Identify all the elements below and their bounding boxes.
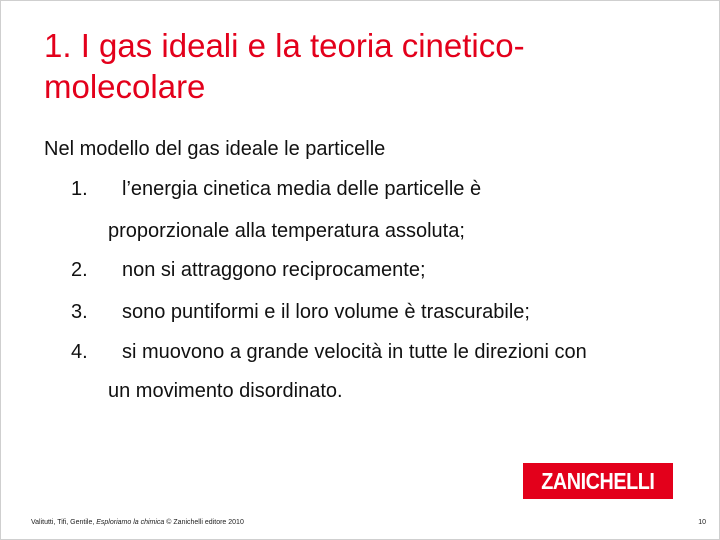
title-line-2: molecolare bbox=[44, 68, 206, 105]
list-item-number: 1. bbox=[71, 178, 88, 200]
slide-title bbox=[44, 25, 704, 107]
logo-text: ZANICHELLI bbox=[541, 467, 655, 494]
zanichelli-logo bbox=[523, 463, 673, 499]
page-number: 10 bbox=[698, 519, 706, 526]
list-item-number: 3. bbox=[71, 301, 88, 323]
list-item-text: l’energia cinetica media delle particelle è bbox=[122, 178, 482, 200]
footer-publisher: © Zanichelli editore 2010 bbox=[166, 519, 244, 526]
footer-book-title: Esploriamo la chimica bbox=[96, 519, 165, 526]
intro-text: Nel modello del gas ideale le particelle bbox=[44, 138, 386, 160]
list-item-text: non si attraggono reciprocamente; bbox=[122, 259, 426, 281]
list-item-text: sono puntiformi e il loro volume è trascurabile; bbox=[122, 301, 530, 323]
footer-authors: Valitutti, Tifi, Gentile, bbox=[31, 519, 95, 526]
list-item-text-continued: un movimento disordinato. bbox=[108, 380, 343, 402]
list-item-text: si muovono a grande velocità in tutte le direzioni con bbox=[122, 341, 587, 363]
title-line-1: 1. I gas ideali e la teoria cinetico- bbox=[44, 27, 525, 64]
footer-credits bbox=[31, 519, 244, 526]
list-item-text-continued: proporzionale alla temperatura assoluta; bbox=[108, 220, 465, 242]
list-item-number: 2. bbox=[71, 259, 88, 281]
list-item-number: 4. bbox=[71, 341, 88, 363]
